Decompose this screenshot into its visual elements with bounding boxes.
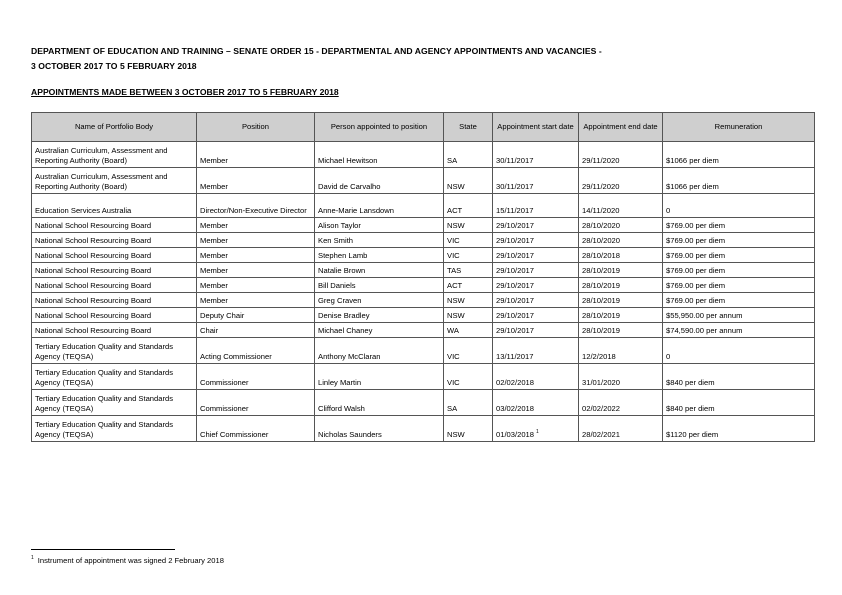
cell-start-date: 15/11/2017 <box>493 194 579 218</box>
cell-state: VIC <box>444 364 493 390</box>
table-row <box>32 248 815 263</box>
table-row <box>32 194 815 218</box>
cell-end-date: 28/02/2021 <box>579 416 663 442</box>
cell-portfolio-body: National School Resourcing Board <box>32 293 197 308</box>
cell-person: Bill Daniels <box>315 278 444 293</box>
cell-start-date: 29/10/2017 <box>493 263 579 278</box>
cell-remuneration: $1066 per diem <box>663 168 815 194</box>
cell-person: David de Carvalho <box>315 168 444 194</box>
table-row <box>32 416 815 442</box>
cell-remuneration: $769.00 per diem <box>663 248 815 263</box>
cell-person: Anne-Marie Lansdown <box>315 194 444 218</box>
cell-start-date: 29/10/2017 <box>493 308 579 323</box>
cell-position: Deputy Chair <box>197 308 315 323</box>
cell-remuneration: $840 per diem <box>663 364 815 390</box>
cell-end-date: 28/10/2019 <box>579 278 663 293</box>
cell-end-date: 31/01/2020 <box>579 364 663 390</box>
cell-start-date: 13/11/2017 <box>493 338 579 364</box>
table-row <box>32 142 815 168</box>
cell-state: NSW <box>444 168 493 194</box>
cell-start-date: 29/10/2017 <box>493 218 579 233</box>
cell-person: Greg Craven <box>315 293 444 308</box>
cell-state: NSW <box>444 293 493 308</box>
cell-position: Chief Commissioner <box>197 416 315 442</box>
cell-remuneration: 0 <box>663 194 815 218</box>
table-row <box>32 308 815 323</box>
cell-remuneration: $769.00 per diem <box>663 218 815 233</box>
cell-position: Director/Non-Executive Director <box>197 194 315 218</box>
table-row <box>32 263 815 278</box>
cell-portfolio-body: Education Services Australia <box>32 194 197 218</box>
cell-remuneration: $769.00 per diem <box>663 278 815 293</box>
table-row <box>32 323 815 338</box>
cell-remuneration: $769.00 per diem <box>663 233 815 248</box>
cell-portfolio-body: Australian Curriculum, Assessment and Reporting Authority (Board) <box>32 142 197 168</box>
table-row <box>32 293 815 308</box>
cell-start-date: 30/11/2017 <box>493 168 579 194</box>
cell-end-date: 12/2/2018 <box>579 338 663 364</box>
document-title <box>31 44 602 74</box>
cell-remuneration: $74,590.00 per annum <box>663 323 815 338</box>
cell-end-date: 29/11/2020 <box>579 142 663 168</box>
cell-remuneration: $769.00 per diem <box>663 263 815 278</box>
cell-end-date: 28/10/2019 <box>579 293 663 308</box>
cell-position: Commissioner <box>197 364 315 390</box>
cell-portfolio-body: National School Resourcing Board <box>32 218 197 233</box>
cell-start-date <box>493 416 579 442</box>
cell-portfolio-body: National School Resourcing Board <box>32 248 197 263</box>
cell-remuneration: $840 per diem <box>663 390 815 416</box>
footnote-marker: 1 <box>31 555 34 562</box>
cell-state: VIC <box>444 248 493 263</box>
cell-end-date: 29/11/2020 <box>579 168 663 194</box>
cell-portfolio-body: National School Resourcing Board <box>32 233 197 248</box>
cell-position: Chair <box>197 323 315 338</box>
cell-position: Member <box>197 142 315 168</box>
cell-state: NSW <box>444 308 493 323</box>
start-date-text: 01/03/2018 <box>496 430 535 439</box>
cell-position: Member <box>197 218 315 233</box>
cell-state: TAS <box>444 263 493 278</box>
cell-state: NSW <box>444 218 493 233</box>
cell-position: Member <box>197 263 315 278</box>
cell-person: Michael Chaney <box>315 323 444 338</box>
section-heading: APPOINTMENTS MADE BETWEEN 3 OCTOBER 2017 TO 5 FEBRUARY 2018 <box>31 87 339 97</box>
cell-remuneration: $1120 per diem <box>663 416 815 442</box>
cell-portfolio-body: Tertiary Education Quality and Standards Agency (TEQSA) <box>32 390 197 416</box>
table-row <box>32 338 815 364</box>
header-state: State <box>444 113 493 142</box>
cell-portfolio-body: National School Resourcing Board <box>32 308 197 323</box>
cell-position: Commissioner <box>197 390 315 416</box>
table-row <box>32 364 815 390</box>
cell-portfolio-body: Tertiary Education Quality and Standards Agency (TEQSA) <box>32 416 197 442</box>
header-remuneration: Remuneration <box>663 113 815 142</box>
cell-person: Linley Martin <box>315 364 444 390</box>
cell-remuneration: $55,950.00 per annum <box>663 308 815 323</box>
cell-end-date: 02/02/2022 <box>579 390 663 416</box>
title-line-2: 3 OCTOBER 2017 TO 5 FEBRUARY 2018 <box>31 61 197 71</box>
cell-state: WA <box>444 323 493 338</box>
cell-state: ACT <box>444 278 493 293</box>
cell-start-date: 29/10/2017 <box>493 323 579 338</box>
cell-state: VIC <box>444 233 493 248</box>
cell-end-date: 28/10/2019 <box>579 308 663 323</box>
footnote <box>31 556 224 565</box>
cell-remuneration: $769.00 per diem <box>663 293 815 308</box>
cell-person: Ken Smith <box>315 233 444 248</box>
cell-person: Denise Bradley <box>315 308 444 323</box>
header-position: Position <box>197 113 315 142</box>
cell-portfolio-body: National School Resourcing Board <box>32 263 197 278</box>
cell-start-date: 29/10/2017 <box>493 278 579 293</box>
cell-remuneration: $1066 per diem <box>663 142 815 168</box>
cell-person: Stephen Lamb <box>315 248 444 263</box>
cell-state: SA <box>444 390 493 416</box>
cell-portfolio-body: Tertiary Education Quality and Standards Agency (TEQSA) <box>32 364 197 390</box>
cell-start-date: 02/02/2018 <box>493 364 579 390</box>
cell-portfolio-body: National School Resourcing Board <box>32 323 197 338</box>
table-row <box>32 168 815 194</box>
cell-portfolio-body: Tertiary Education Quality and Standards Agency (TEQSA) <box>32 338 197 364</box>
cell-position: Member <box>197 248 315 263</box>
footnote-separator <box>31 549 175 550</box>
footnote-reference: 1 <box>536 429 539 436</box>
cell-person: Nicholas Saunders <box>315 416 444 442</box>
cell-end-date: 28/10/2020 <box>579 218 663 233</box>
table-row <box>32 390 815 416</box>
cell-person: Michael Hewitson <box>315 142 444 168</box>
cell-person: Natalie Brown <box>315 263 444 278</box>
table-header-row <box>32 113 815 142</box>
cell-position: Member <box>197 278 315 293</box>
cell-end-date: 14/11/2020 <box>579 194 663 218</box>
cell-portfolio-body: Australian Curriculum, Assessment and Reporting Authority (Board) <box>32 168 197 194</box>
cell-state: ACT <box>444 194 493 218</box>
cell-start-date: 29/10/2017 <box>493 248 579 263</box>
cell-state: NSW <box>444 416 493 442</box>
cell-start-date: 29/10/2017 <box>493 293 579 308</box>
header-portfolio-body: Name of Portfolio Body <box>32 113 197 142</box>
footnote-text: Instrument of appointment was signed 2 February 2018 <box>37 556 224 565</box>
cell-position: Member <box>197 293 315 308</box>
cell-portfolio-body: National School Resourcing Board <box>32 278 197 293</box>
cell-start-date: 29/10/2017 <box>493 233 579 248</box>
cell-end-date: 28/10/2019 <box>579 263 663 278</box>
cell-end-date: 28/10/2018 <box>579 248 663 263</box>
cell-person: Anthony McClaran <box>315 338 444 364</box>
header-person: Person appointed to position <box>315 113 444 142</box>
cell-position: Member <box>197 168 315 194</box>
cell-person: Alison Taylor <box>315 218 444 233</box>
table-row <box>32 278 815 293</box>
title-line-1: DEPARTMENT OF EDUCATION AND TRAINING – SENATE ORDER 15 - DEPARTMENTAL AND AGENCY APPOINTMENTS AND VACANCIES - <box>31 46 602 56</box>
appointments-table <box>31 112 815 442</box>
cell-state: VIC <box>444 338 493 364</box>
cell-remuneration: 0 <box>663 338 815 364</box>
table-row <box>32 218 815 233</box>
header-end-date: Appointment end date <box>579 113 663 142</box>
cell-person: Clifford Walsh <box>315 390 444 416</box>
cell-position: Member <box>197 233 315 248</box>
table-row <box>32 233 815 248</box>
cell-position: Acting Commissioner <box>197 338 315 364</box>
cell-state: SA <box>444 142 493 168</box>
cell-start-date: 03/02/2018 <box>493 390 579 416</box>
header-start-date: Appointment start date <box>493 113 579 142</box>
cell-start-date: 30/11/2017 <box>493 142 579 168</box>
cell-end-date: 28/10/2019 <box>579 323 663 338</box>
cell-end-date: 28/10/2020 <box>579 233 663 248</box>
